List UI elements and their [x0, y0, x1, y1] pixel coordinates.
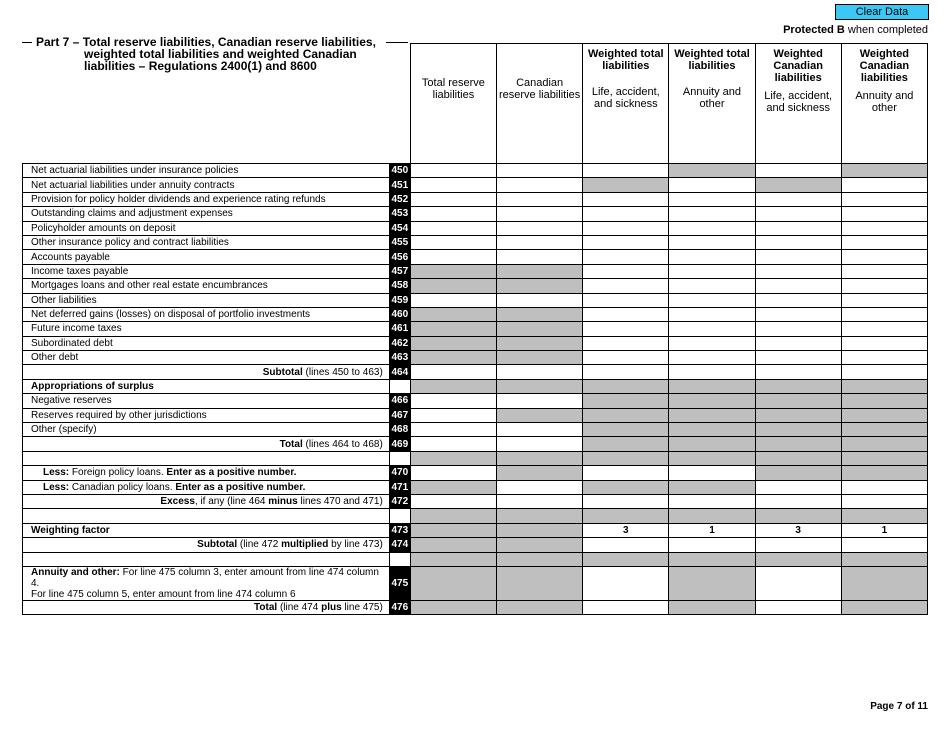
line-number: 462 [389, 336, 410, 350]
amount-input-cell[interactable] [755, 336, 841, 350]
amount-input-cell[interactable] [841, 279, 927, 293]
shaded-cell [410, 552, 496, 566]
amount-input-cell[interactable] [410, 164, 496, 178]
amount-input-cell[interactable] [497, 164, 583, 178]
col-header-3: Weighted total liabilities Life, accident, and sickness [583, 44, 669, 164]
amount-input-cell[interactable] [583, 264, 669, 278]
amount-input-cell[interactable] [755, 235, 841, 249]
line-number-empty [389, 509, 410, 523]
table-row [23, 351, 928, 365]
shaded-cell [497, 523, 583, 537]
row-description: Net deferred gains (losses) on disposal of portfolio investments [23, 307, 390, 321]
shaded-cell [497, 322, 583, 336]
row-description: Provision for policy holder dividends and experience rating refunds [23, 192, 390, 206]
protected-note: Protected B when completed [783, 24, 928, 36]
amount-input-cell[interactable] [841, 207, 927, 221]
line-number: 473 [389, 523, 410, 537]
table-row [23, 322, 928, 336]
table-row [23, 523, 928, 537]
shaded-cell [410, 379, 496, 393]
line-number: 463 [389, 351, 410, 365]
amount-input-cell[interactable] [583, 494, 669, 508]
shaded-cell [497, 566, 583, 600]
line-number: 472 [389, 494, 410, 508]
table-row [23, 235, 928, 249]
shaded-cell [755, 552, 841, 566]
amount-input-cell[interactable] [583, 235, 669, 249]
row-description: Future income taxes [23, 322, 390, 336]
shaded-cell [583, 423, 669, 437]
page-number: Page 7 of 11 [870, 701, 928, 712]
amount-input-cell[interactable] [841, 250, 927, 264]
line-number-empty [389, 552, 410, 566]
shaded-cell [583, 178, 669, 192]
amount-input-cell[interactable] [583, 600, 669, 614]
shaded-cell [583, 379, 669, 393]
row-description: Total (lines 464 to 468) [23, 437, 390, 451]
amount-input-cell[interactable] [583, 365, 669, 379]
line-number: 460 [389, 307, 410, 321]
amount-input-cell[interactable] [583, 293, 669, 307]
amount-input-cell[interactable] [497, 293, 583, 307]
table-row [23, 221, 928, 235]
table-row [23, 207, 928, 221]
amount-input-cell[interactable] [669, 307, 755, 321]
amount-input-cell[interactable] [841, 365, 927, 379]
line-number: 466 [389, 394, 410, 408]
row-description: Less: Foreign policy loans. Enter as a positive number. [23, 466, 390, 480]
amount-input-cell[interactable] [841, 307, 927, 321]
amount-input-cell[interactable] [410, 365, 496, 379]
amount-input-cell[interactable] [755, 221, 841, 235]
shaded-cell [410, 279, 496, 293]
line-number: 451 [389, 178, 410, 192]
table-row [23, 423, 928, 437]
amount-input-cell[interactable] [497, 192, 583, 206]
line-number: 458 [389, 279, 410, 293]
amount-input-cell[interactable] [583, 279, 669, 293]
row-description: Policyholder amounts on deposit [23, 221, 390, 235]
table-row [23, 509, 928, 523]
col-header-5: Weighted Canadian liabilities Life, accident, and sickness [755, 44, 841, 164]
row-description: Net actuarial liabilities under annuity contracts [23, 178, 390, 192]
table-row [23, 437, 928, 451]
line-number: 471 [389, 480, 410, 494]
reserve-liabilities-table [22, 43, 928, 615]
amount-input-cell[interactable] [669, 207, 755, 221]
shaded-cell [583, 451, 669, 465]
amount-input-cell[interactable] [841, 480, 927, 494]
line-number: 453 [389, 207, 410, 221]
shaded-cell [497, 307, 583, 321]
shaded-cell [497, 336, 583, 350]
row-description: Annuity and other: For line 475 column 3, enter amount from line 474 column 4. For line 475 column 5, enter amount from line 474 column 6 [23, 566, 390, 600]
table-row [23, 394, 928, 408]
amount-input-cell[interactable] [583, 466, 669, 480]
table-row [23, 600, 928, 614]
row-description: Other liabilities [23, 293, 390, 307]
shaded-cell [841, 509, 927, 523]
shaded-cell [669, 480, 755, 494]
shaded-cell [755, 466, 841, 480]
table-row [23, 192, 928, 206]
amount-input-cell[interactable] [669, 250, 755, 264]
weighting-factor-value: 3 [755, 523, 841, 537]
line-number-empty [389, 451, 410, 465]
line-number: 476 [389, 600, 410, 614]
amount-input-cell[interactable] [669, 365, 755, 379]
row-description: Subtotal (line 472 multiplied by line 473) [23, 538, 390, 552]
amount-input-cell[interactable] [497, 480, 583, 494]
line-number: 467 [389, 408, 410, 422]
table-row [23, 408, 928, 422]
line-number: 475 [389, 566, 410, 600]
col-header-4: Weighted total liabilities Annuity and other [669, 44, 755, 164]
shaded-cell [669, 423, 755, 437]
amount-input-cell[interactable] [583, 566, 669, 600]
shaded-cell [410, 307, 496, 321]
shaded-cell [669, 164, 755, 178]
weighting-factor-value: 1 [841, 523, 927, 537]
line-number: 457 [389, 264, 410, 278]
shaded-cell [497, 279, 583, 293]
shaded-cell [583, 437, 669, 451]
amount-input-cell[interactable] [410, 235, 496, 249]
amount-input-cell[interactable] [583, 322, 669, 336]
amount-input-cell[interactable] [669, 322, 755, 336]
amount-input-cell[interactable] [410, 207, 496, 221]
amount-input-cell[interactable] [755, 566, 841, 600]
line-number-empty [389, 379, 410, 393]
amount-input-cell[interactable] [755, 365, 841, 379]
table-row [23, 538, 928, 552]
amount-input-cell[interactable] [497, 423, 583, 437]
row-description [23, 451, 390, 465]
amount-input-cell[interactable] [410, 221, 496, 235]
weighting-factor-value: 3 [583, 523, 669, 537]
amount-input-cell[interactable] [755, 250, 841, 264]
shaded-cell [755, 423, 841, 437]
table-row [23, 365, 928, 379]
amount-input-cell[interactable] [583, 207, 669, 221]
line-number: 456 [389, 250, 410, 264]
shaded-cell [410, 509, 496, 523]
table-row [23, 379, 928, 393]
line-number: 459 [389, 293, 410, 307]
table-row [23, 279, 928, 293]
row-description: Other insurance policy and contract liabilities [23, 235, 390, 249]
line-number: 470 [389, 466, 410, 480]
line-number: 452 [389, 192, 410, 206]
amount-input-cell[interactable] [841, 192, 927, 206]
amount-input-cell[interactable] [755, 207, 841, 221]
amount-input-cell[interactable] [669, 466, 755, 480]
amount-input-cell[interactable] [841, 494, 927, 508]
clear-data-button[interactable]: Clear Data [835, 4, 929, 20]
amount-input-cell[interactable] [410, 293, 496, 307]
amount-input-cell[interactable] [583, 164, 669, 178]
amount-input-cell[interactable] [669, 264, 755, 278]
amount-input-cell[interactable] [410, 394, 496, 408]
amount-input-cell[interactable] [755, 600, 841, 614]
row-description: Net actuarial liabilities under insurance policies [23, 164, 390, 178]
amount-input-cell[interactable] [583, 250, 669, 264]
shaded-cell [583, 552, 669, 566]
table-row [23, 336, 928, 350]
amount-input-cell[interactable] [755, 480, 841, 494]
amount-input-cell[interactable] [755, 293, 841, 307]
shaded-cell [583, 509, 669, 523]
shaded-cell [583, 408, 669, 422]
amount-input-cell[interactable] [497, 437, 583, 451]
amount-input-cell[interactable] [841, 178, 927, 192]
shaded-cell [497, 264, 583, 278]
row-description: Negative reserves [23, 394, 390, 408]
amount-input-cell[interactable] [497, 207, 583, 221]
table-row [23, 451, 928, 465]
amount-input-cell[interactable] [497, 221, 583, 235]
shaded-cell [841, 552, 927, 566]
shaded-cell [669, 552, 755, 566]
amount-input-cell[interactable] [410, 192, 496, 206]
row-description: Income taxes payable [23, 264, 390, 278]
amount-input-cell[interactable] [755, 264, 841, 278]
amount-input-cell[interactable] [755, 351, 841, 365]
line-number: 464 [389, 365, 410, 379]
amount-input-cell[interactable] [410, 178, 496, 192]
shaded-cell [669, 600, 755, 614]
shaded-cell [410, 451, 496, 465]
amount-input-cell[interactable] [755, 307, 841, 321]
amount-input-cell[interactable] [583, 336, 669, 350]
col-header-6: Weighted Canadian liabilities Annuity and other [841, 44, 927, 164]
amount-input-cell[interactable] [669, 494, 755, 508]
shaded-cell [669, 408, 755, 422]
amount-input-cell[interactable] [583, 307, 669, 321]
amount-input-cell[interactable] [410, 494, 496, 508]
shaded-cell [755, 379, 841, 393]
shaded-cell [497, 509, 583, 523]
shaded-cell [410, 322, 496, 336]
line-number: 450 [389, 164, 410, 178]
line-number: 455 [389, 235, 410, 249]
shaded-cell [755, 408, 841, 422]
amount-input-cell[interactable] [497, 394, 583, 408]
table-row [23, 164, 928, 178]
table-row [23, 466, 928, 480]
shaded-cell [497, 538, 583, 552]
amount-input-cell[interactable] [841, 336, 927, 350]
amount-input-cell[interactable] [755, 279, 841, 293]
amount-input-cell[interactable] [669, 235, 755, 249]
weighting-factor-value: 1 [669, 523, 755, 537]
shaded-cell [841, 566, 927, 600]
row-description: Weighting factor [23, 523, 390, 537]
row-description: Reserves required by other jurisdictions [23, 408, 390, 422]
shaded-cell [841, 423, 927, 437]
shaded-cell [755, 509, 841, 523]
shaded-cell [497, 451, 583, 465]
shaded-cell [410, 538, 496, 552]
amount-input-cell[interactable] [497, 250, 583, 264]
amount-input-cell[interactable] [755, 538, 841, 552]
amount-input-cell[interactable] [410, 466, 496, 480]
amount-input-cell[interactable] [410, 250, 496, 264]
row-description: Other debt [23, 351, 390, 365]
table-row [23, 264, 928, 278]
amount-input-cell[interactable] [669, 538, 755, 552]
amount-input-cell[interactable] [497, 178, 583, 192]
shaded-cell [755, 451, 841, 465]
shaded-cell [410, 523, 496, 537]
line-number: 461 [389, 322, 410, 336]
row-description: Subtotal (lines 450 to 463) [23, 365, 390, 379]
col-header-1: Total reserve liabilities [410, 44, 496, 164]
row-description: Subordinated debt [23, 336, 390, 350]
row-description [23, 552, 390, 566]
shaded-cell [841, 379, 927, 393]
amount-input-cell[interactable] [841, 264, 927, 278]
amount-input-cell[interactable] [583, 221, 669, 235]
line-number: 454 [389, 221, 410, 235]
amount-input-cell[interactable] [583, 351, 669, 365]
shaded-cell [669, 566, 755, 600]
shaded-cell [497, 552, 583, 566]
col-header-2: Canadian reserve liabilities [497, 44, 583, 164]
shaded-cell [669, 451, 755, 465]
amount-input-cell[interactable] [497, 235, 583, 249]
amount-input-cell[interactable] [410, 437, 496, 451]
shaded-cell [841, 164, 927, 178]
shaded-cell [841, 394, 927, 408]
amount-input-cell[interactable] [583, 538, 669, 552]
amount-input-cell[interactable] [755, 164, 841, 178]
shaded-cell [755, 394, 841, 408]
shaded-cell [497, 379, 583, 393]
shaded-cell [755, 437, 841, 451]
shaded-cell [755, 178, 841, 192]
shaded-cell [410, 264, 496, 278]
shaded-cell [841, 451, 927, 465]
shaded-cell [841, 408, 927, 422]
shaded-cell [669, 379, 755, 393]
shaded-cell [497, 408, 583, 422]
amount-input-cell[interactable] [669, 336, 755, 350]
amount-input-cell[interactable] [669, 221, 755, 235]
shaded-cell [841, 600, 927, 614]
table-row [23, 178, 928, 192]
shaded-cell [841, 466, 927, 480]
amount-input-cell[interactable] [410, 423, 496, 437]
shaded-cell [841, 437, 927, 451]
shaded-cell [410, 566, 496, 600]
amount-input-cell[interactable] [497, 494, 583, 508]
shaded-cell [497, 466, 583, 480]
row-description: Excess, if any (line 464 minus lines 470 and 471) [23, 494, 390, 508]
column-header-row [23, 44, 928, 164]
row-description: Outstanding claims and adjustment expenses [23, 207, 390, 221]
line-number: 468 [389, 423, 410, 437]
amount-input-cell[interactable] [583, 192, 669, 206]
shaded-cell [410, 480, 496, 494]
row-description: Less: Canadian policy loans. Enter as a positive number. [23, 480, 390, 494]
row-description: Other (specify) [23, 423, 390, 437]
amount-input-cell[interactable] [841, 235, 927, 249]
amount-input-cell[interactable] [755, 192, 841, 206]
table-row [23, 566, 928, 600]
amount-input-cell[interactable] [669, 351, 755, 365]
shaded-cell [497, 600, 583, 614]
table-row [23, 293, 928, 307]
amount-input-cell[interactable] [669, 279, 755, 293]
shaded-cell [410, 336, 496, 350]
amount-input-cell[interactable] [669, 192, 755, 206]
shaded-cell [497, 351, 583, 365]
shaded-cell [410, 351, 496, 365]
shaded-cell [583, 480, 669, 494]
amount-input-cell[interactable] [669, 293, 755, 307]
row-description: Appropriations of surplus [23, 379, 390, 393]
table-row [23, 480, 928, 494]
table-row [23, 250, 928, 264]
amount-input-cell[interactable] [669, 178, 755, 192]
shaded-cell [669, 509, 755, 523]
amount-input-cell[interactable] [841, 538, 927, 552]
line-number: 474 [389, 538, 410, 552]
amount-input-cell[interactable] [841, 293, 927, 307]
table-row [23, 307, 928, 321]
amount-input-cell[interactable] [410, 408, 496, 422]
shaded-cell [583, 394, 669, 408]
amount-input-cell[interactable] [497, 365, 583, 379]
amount-input-cell[interactable] [841, 351, 927, 365]
shaded-cell [669, 394, 755, 408]
shaded-cell [669, 437, 755, 451]
row-description: Mortgages loans and other real estate encumbrances [23, 279, 390, 293]
amount-input-cell[interactable] [755, 494, 841, 508]
table-row [23, 552, 928, 566]
amount-input-cell[interactable] [841, 322, 927, 336]
amount-input-cell[interactable] [841, 221, 927, 235]
row-description: Accounts payable [23, 250, 390, 264]
amount-input-cell[interactable] [755, 322, 841, 336]
row-description: Total (line 474 plus line 475) [23, 600, 390, 614]
row-description [23, 509, 390, 523]
shaded-cell [410, 600, 496, 614]
line-number: 469 [389, 437, 410, 451]
table-row [23, 494, 928, 508]
